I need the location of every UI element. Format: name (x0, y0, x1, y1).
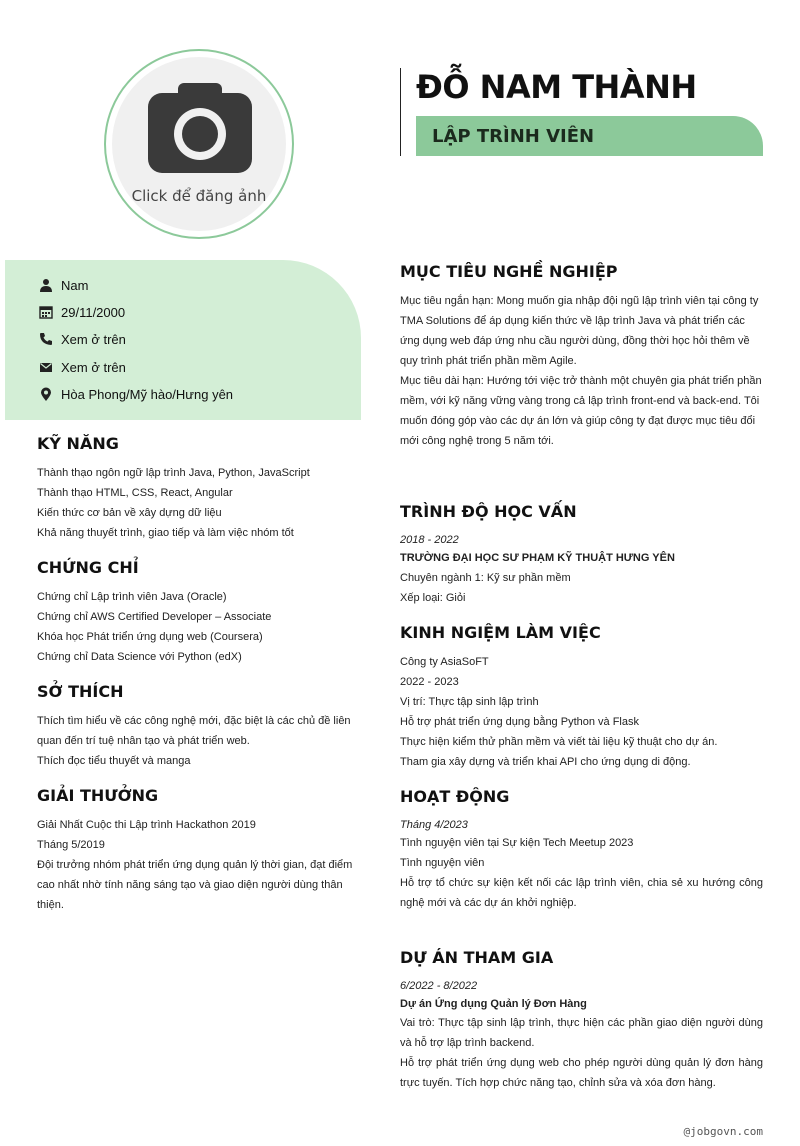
certificate-item: Chứng chỉ Data Science với Python (edX) (37, 651, 242, 663)
award-date: Tháng 5/2019 (37, 839, 105, 851)
avatar-caption: Click để đăng ảnh (131, 187, 267, 205)
full-name: ĐỖ NAM THÀNH (416, 68, 697, 106)
mail-icon (39, 360, 53, 374)
certificate-item: Chứng chỉ Lập trình viên Java (Oracle) (37, 591, 227, 603)
experience-task: Tham gia xây dựng và triển khai API cho ứng dụng di động. (400, 756, 691, 768)
avatar-upload[interactable] (104, 49, 294, 239)
awards-title: GIẢI THƯỞNG (37, 786, 159, 805)
project-text: Hỗ trợ phát triển ứng dụng web cho phép người dùng quản lý đơn hàng trực tuyến. Tích hợp chức năng tạo, chỉnh sửa và xóa đơn hàng. (400, 1057, 763, 1089)
experience-task: Thực hiện kiểm thử phần mềm và viết tài liệu kỹ thuật cho dự án. (400, 736, 718, 748)
hobbies-text: Thích đọc tiểu thuyết và manga (37, 755, 191, 767)
contact-phone (39, 329, 126, 349)
contact-panel (5, 260, 361, 420)
award-text: Đội trưởng nhóm phát triển ứng dụng quản lý thời gian, đạt điểm cao nhất nhờ tính năng sáng tạo và giao diện người dùng thân thiện. (37, 859, 353, 911)
watermark: @jobgovn.com (683, 1125, 763, 1138)
job-title-banner (416, 116, 763, 156)
activity-event: Tình nguyện viên tại Sự kiện Tech Meetup 2023 (400, 837, 634, 849)
avatar[interactable] (112, 57, 286, 231)
skill-item: Kiến thức cơ bản về xây dựng dữ liệu (37, 507, 222, 519)
projects-title: DỰ ÁN THAM GIA (400, 948, 554, 967)
award-name: Giải Nhất Cuộc thi Lập trình Hackathon 2019 (37, 819, 256, 831)
skill-item: Khả năng thuyết trình, giao tiếp và làm việc nhóm tốt (37, 527, 294, 539)
contact-email (39, 357, 126, 377)
objective-title: MỤC TIÊU NGHỀ NGHIỆP (400, 262, 618, 281)
hobbies-text: Thích tìm hiểu về các công nghệ mới, đặc biệt là các chủ đề liên quan đến trí tuệ nhân tạo và phát triển web. (37, 715, 351, 747)
activity-role: Tình nguyện viên (400, 857, 485, 869)
education-grade: Xếp loại: Giỏi (400, 592, 466, 604)
education-period: 2018 - 2022 (400, 534, 459, 546)
objective-long-term: Mục tiêu dài hạn: Hướng tới việc trở thành một chuyên gia phát triển phần mềm, với kỹ năng vững vàng trong cả lập trình front-end và back-end. Tôi muốn đóng góp vào các dự án lớn và giúp công ty đạt được mục tiêu đổi mới công nghệ trong 5 năm tới. (400, 375, 762, 447)
activity-date: Tháng 4/2023 (400, 819, 468, 831)
education-major: Chuyên ngành 1: Kỹ sư phần mềm (400, 572, 571, 584)
location-pin-icon (39, 387, 53, 401)
name-divider (400, 68, 401, 156)
project-name: Dự án Ứng dụng Quản lý Đơn Hàng (400, 998, 587, 1010)
experience-title: KINH NGIỆM LÀM VIỆC (400, 623, 601, 642)
education-school: TRƯỜNG ĐẠI HỌC SƯ PHẠM KỸ THUẬT HƯNG YÊN (400, 552, 675, 564)
skills-title: KỸ NĂNG (37, 434, 119, 453)
job-title: LẬP TRÌNH VIÊN (432, 126, 595, 147)
activities-title: HOẠT ĐỘNG (400, 787, 510, 806)
experience-period: 2022 - 2023 (400, 676, 459, 688)
education-title: TRÌNH ĐỘ HỌC VẤN (400, 502, 577, 521)
experience-company: Công ty AsiaSoFT (400, 656, 489, 668)
contact-birthday (39, 302, 125, 322)
contact-value: Nam (61, 277, 89, 293)
certificate-item: Khóa học Phát triển ứng dụng web (Coursera) (37, 631, 263, 643)
camera-icon (148, 83, 252, 173)
contact-value: 29/11/2000 (61, 304, 126, 320)
contact-value: Xem ở trên (61, 331, 126, 347)
contact-value: Xem ở trên (61, 359, 126, 375)
certificates-title: CHỨNG CHỈ (37, 558, 139, 577)
contact-gender (39, 275, 88, 295)
phone-icon (39, 332, 53, 346)
objective-short-term: Mục tiêu ngắn hạn: Mong muốn gia nhập đội ngũ lập trình viên tại công ty TMA Solutions để áp dụng kiến thức về lập trình Java và phát triển các ứng dụng web đáp ứng nhu cầu người dùng, đồng thời học hỏi thêm về quy trình phát triển phần mềm Agile. (400, 295, 759, 367)
activity-text: Hỗ trợ tổ chức sự kiện kết nối các lập trình viên, chia sẻ xu hướng công nghệ mới và các dự án khởi nghiệp. (400, 877, 763, 909)
experience-task: Hỗ trợ phát triển ứng dụng bằng Python và Flask (400, 716, 639, 728)
contact-value: Hòa Phong/Mỹ hào/Hưng yên (61, 386, 234, 402)
certificate-item: Chứng chỉ AWS Certified Developer – Associate (37, 611, 272, 623)
contact-address (39, 384, 233, 404)
hobbies-title: SỞ THÍCH (37, 682, 124, 701)
project-role: Vai trò: Thực tập sinh lập trình, thực hiện các phần giao diện người dùng và hỗ trợ lập trình backend. (400, 1017, 763, 1049)
experience-position: Vị trí: Thực tập sinh lập trình (400, 696, 539, 708)
skill-item: Thành thạo ngôn ngữ lập trình Java, Python, JavaScript (37, 467, 310, 479)
person-icon (39, 278, 53, 292)
calendar-icon (39, 305, 53, 319)
skill-item: Thành thạo HTML, CSS, React, Angular (37, 487, 233, 499)
project-period: 6/2022 - 8/2022 (400, 980, 478, 992)
